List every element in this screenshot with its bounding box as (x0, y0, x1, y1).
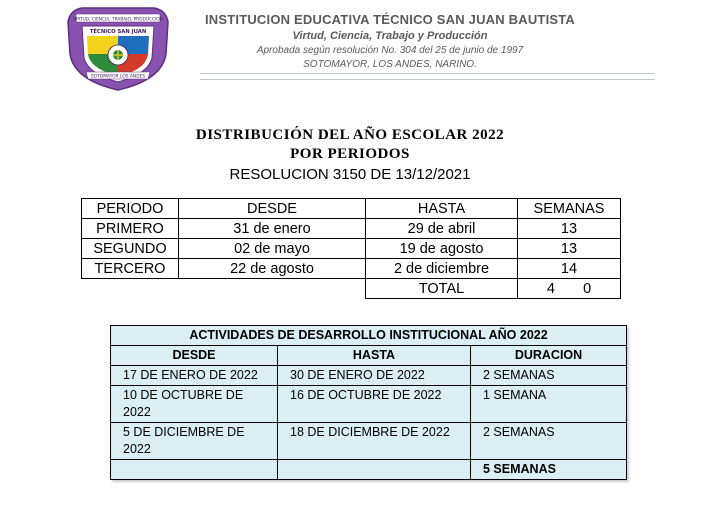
column-header: DESDE (111, 346, 278, 366)
table-cell: PRIMERO (82, 219, 179, 239)
column-header: SEMANAS (518, 199, 621, 219)
table-cell: 29 de abril (366, 219, 518, 239)
table-cell: 2 de diciembre (366, 259, 518, 279)
table-cell: 13 (518, 239, 621, 259)
total-value: 4 0 (518, 279, 621, 299)
total-duration: 5 SEMANAS (471, 460, 627, 480)
table-row (111, 423, 627, 460)
total-row (111, 460, 627, 480)
table-cell: 17 DE ENERO DE 2022 (111, 366, 278, 386)
table-row (82, 239, 621, 259)
header-divider (200, 73, 655, 74)
table-cell: 30 DE ENERO DE 2022 (278, 366, 471, 386)
column-header: DURACION (471, 346, 627, 366)
document-title: DISTRIBUCIÓN DEL AÑO ESCOLAR 2022 (195, 127, 505, 143)
school-shield-logo (62, 2, 174, 92)
column-header: HASTA (278, 346, 471, 366)
empty-cell (278, 460, 471, 480)
table-cell: 22 de agosto (179, 259, 366, 279)
logo-motto-ring: VIRTUD, CIENCIA, TRABAJO, PRODUCCION (73, 17, 163, 23)
empty-cell (111, 460, 278, 480)
table-header-row (111, 346, 627, 366)
table-cell: 5 DE DICIEMBRE DE 2022 (111, 423, 278, 460)
logo-top-text: TÉCNICO SAN JUAN (89, 29, 147, 35)
table-cell: 13 (518, 219, 621, 239)
table-cell: SEGUNDO (82, 239, 179, 259)
table-cell: 14 (518, 259, 621, 279)
total-row (82, 279, 621, 299)
table-row (111, 366, 627, 386)
table-cell: 31 de enero (179, 219, 366, 239)
table-cell: 2 SEMANAS (471, 423, 627, 460)
table-title-row (111, 326, 627, 346)
column-header: PERIODO (82, 199, 179, 219)
table-cell: 10 DE OCTUBRE DE 2022 (111, 386, 278, 423)
activities-table (110, 325, 627, 480)
table-cell: 16 DE OCTUBRE DE 2022 (278, 386, 471, 423)
table-cell: 1 SEMANA (471, 386, 627, 423)
period-table (81, 198, 621, 299)
approval-text: Aprobada según resolución No. 304 del 25 de junio de 1997 (256, 45, 524, 56)
table-row (82, 219, 621, 239)
header-divider (200, 79, 655, 80)
empty-cell (82, 279, 366, 299)
table-cell: 02 de mayo (179, 239, 366, 259)
table-row (111, 386, 627, 423)
institution-name: INSTITUCION EDUCATIVA TÉCNICO SAN JUAN BAUTISTA (204, 12, 576, 27)
logo-bottom-text: SOTOMAYOR LOS ANDES (90, 74, 146, 80)
table-row (82, 259, 621, 279)
table-header-row (82, 199, 621, 219)
table-cell: 18 DE DICIEMBRE DE 2022 (278, 423, 471, 460)
document-subtitle: POR PERIODOS (290, 146, 410, 162)
institution-motto: Virtud, Ciencia, Trabajo y Producción (292, 30, 488, 42)
column-header: DESDE (179, 199, 366, 219)
total-label: TOTAL (366, 279, 518, 299)
table-cell: 2 SEMANAS (471, 366, 627, 386)
table-cell: TERCERO (82, 259, 179, 279)
table-cell: 19 de agosto (366, 239, 518, 259)
resolution-title: RESOLUCION 3150 DE 13/12/2021 (229, 166, 471, 183)
activities-table-title: ACTIVIDADES DE DESARROLLO INSTITUCIONAL AÑO 2022 (111, 326, 627, 346)
location-text: SOTOMAYOR, LOS ANDES, NARINO. (303, 59, 477, 70)
column-header: HASTA (366, 199, 518, 219)
